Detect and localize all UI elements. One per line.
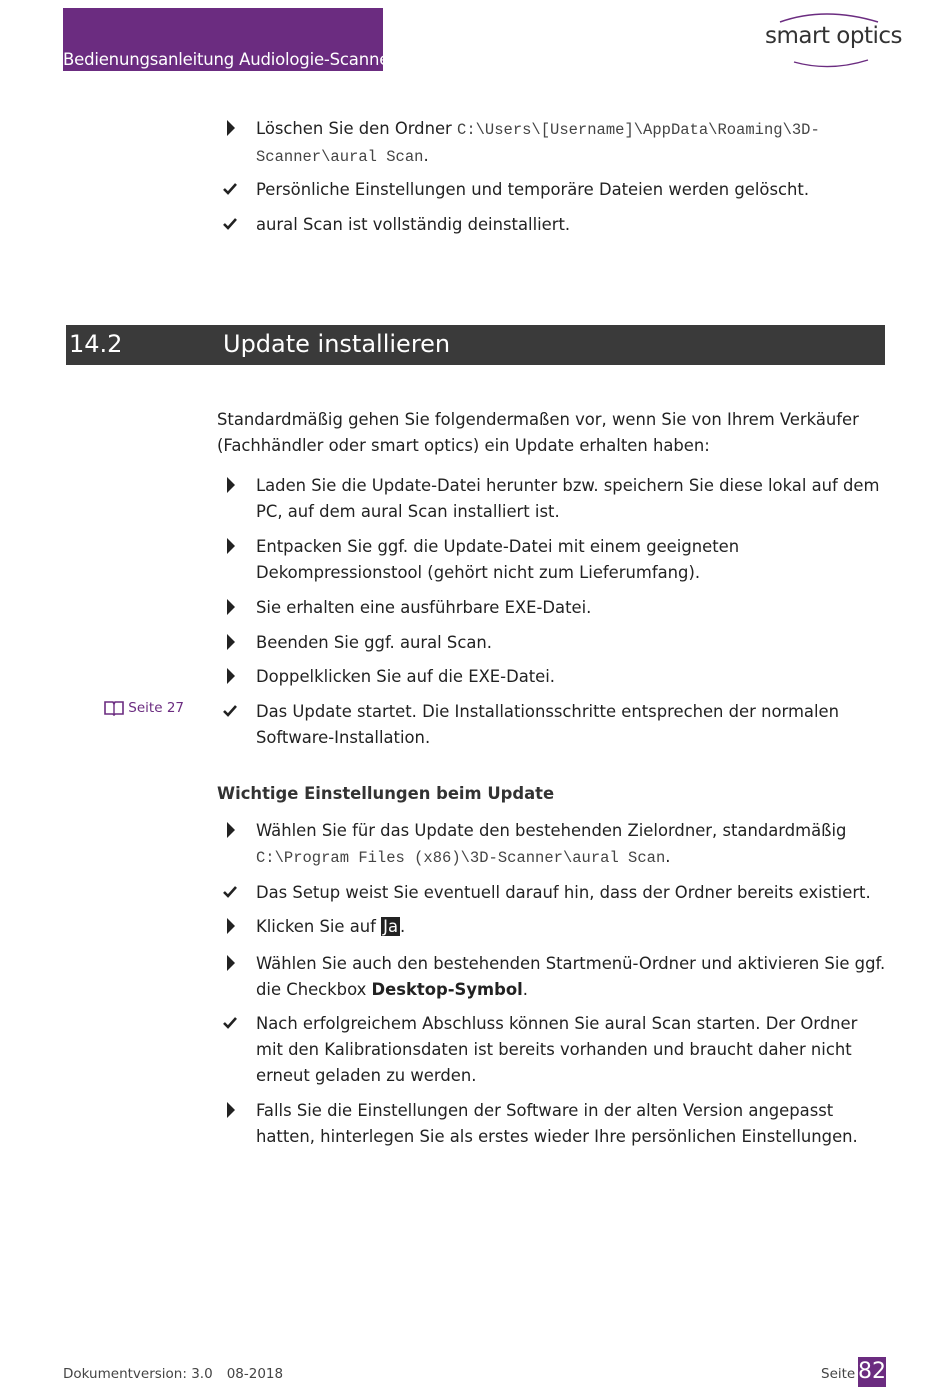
check-icon (222, 884, 242, 904)
list-item: Sie erhalten eine ausführbare EXE-Datei. (256, 598, 592, 617)
intro-paragraph: Standardmäßig gehen Sie folgendermaßen vor, wenn Sie von Ihrem Verkäufer (Fachhändler oder smart optics) ein Update erhalten haben: (217, 410, 859, 455)
list-item: Doppelklicken Sie auf die EXE-Datei. (256, 667, 556, 686)
arrow-icon (222, 916, 242, 936)
step-suffix: . (665, 847, 671, 866)
list-item: Laden Sie die Update-Datei herunter bzw. speichern Sie diese lokal auf dem PC, auf dem aural Scan installiert ist. (256, 476, 880, 521)
arrow-icon (222, 118, 242, 138)
page-label: Seite (821, 1366, 856, 1382)
header-banner (63, 8, 396, 71)
checkbox-name: Desktop-Symbol (371, 980, 523, 999)
check-icon (222, 703, 242, 723)
page-reference-text: Seite 27 (128, 700, 184, 716)
header-title: Bedienungsanleitung Audiologie-Scanner (63, 50, 396, 69)
list-item: Das Setup weist Sie eventuell darauf hin, dass der Ordner bereits existiert. (256, 883, 871, 902)
page-number: 82 (858, 1357, 886, 1387)
arrow-icon (222, 953, 242, 973)
step-text: Klicken Sie auf (256, 917, 382, 936)
path-code: Scanner\aural Scan (256, 148, 424, 166)
list-item (256, 116, 886, 170)
list-item: aural Scan ist vollständig deinstalliert. (256, 215, 571, 234)
step-text: Löschen Sie den Ordner (256, 119, 458, 138)
arrow-icon (222, 666, 242, 686)
arrow-icon (222, 536, 242, 556)
list-item: Nach erfolgreichem Abschluss können Sie aural Scan starten. Der Ordner mit den Kalibrationsdaten ist bereits vorhanden und braucht daher nicht erneut geladen zu werden. (256, 1014, 858, 1085)
section-title: Update installieren (223, 330, 451, 358)
logo-text: smart optics (765, 23, 902, 49)
step-suffix: . (522, 980, 528, 999)
subheading: Wichtige Einstellungen beim Update (217, 784, 555, 803)
check-icon (222, 216, 242, 236)
step-suffix: . (400, 917, 406, 936)
arrow-icon (222, 475, 242, 495)
section-heading (66, 325, 885, 365)
document-version: Dokumentversion: 3.0 (63, 1366, 213, 1382)
book-icon (104, 700, 124, 716)
path-code: C:\Users\[Username]\AppData\Roaming\3D- (457, 121, 820, 139)
path-code: C:\Program Files (x86)\3D-Scanner\aural Scan (256, 849, 666, 867)
arrow-icon (222, 1100, 242, 1120)
document-date: 08-2018 (226, 1366, 284, 1382)
check-icon (222, 1015, 242, 1035)
list-item: Das Update startet. Die Installationsschritte entsprechen der normalen Software-Installation. (256, 702, 839, 747)
check-icon (222, 181, 242, 201)
list-item: Beenden Sie ggf. aural Scan. (256, 633, 492, 652)
list-item: Entpacken Sie ggf. die Update-Datei mit einem geeigneten Dekompressionstool (gehört nicht zum Lieferumfang). (256, 537, 740, 582)
list-item: Falls Sie die Einstellungen der Software in der alten Version angepasst hatten, hinterlegen Sie als erstes wieder Ihre persönlichen Einstellungen. (256, 1101, 858, 1146)
step-suffix: . (423, 146, 429, 165)
brand-logo (760, 8, 902, 68)
list-item (256, 951, 886, 1003)
page-reference-link[interactable] (104, 700, 184, 716)
yes-button-label: Ja (383, 917, 399, 936)
arrow-icon (222, 632, 242, 652)
list-item (256, 914, 886, 940)
section-number: 14.2 (69, 330, 123, 358)
arrow-icon (222, 597, 242, 617)
step-text: Wählen Sie auch den bestehenden Startmenü-Ordner und aktivieren Sie ggf. die Checkbox (256, 954, 886, 999)
step-text: Wählen Sie für das Update den bestehenden Zielordner, standardmäßig (256, 821, 847, 840)
footer-version (63, 1366, 283, 1382)
list-item: Persönliche Einstellungen und temporäre Dateien werden gelöscht. (256, 180, 810, 199)
arrow-icon (222, 820, 242, 840)
list-item (256, 818, 886, 871)
